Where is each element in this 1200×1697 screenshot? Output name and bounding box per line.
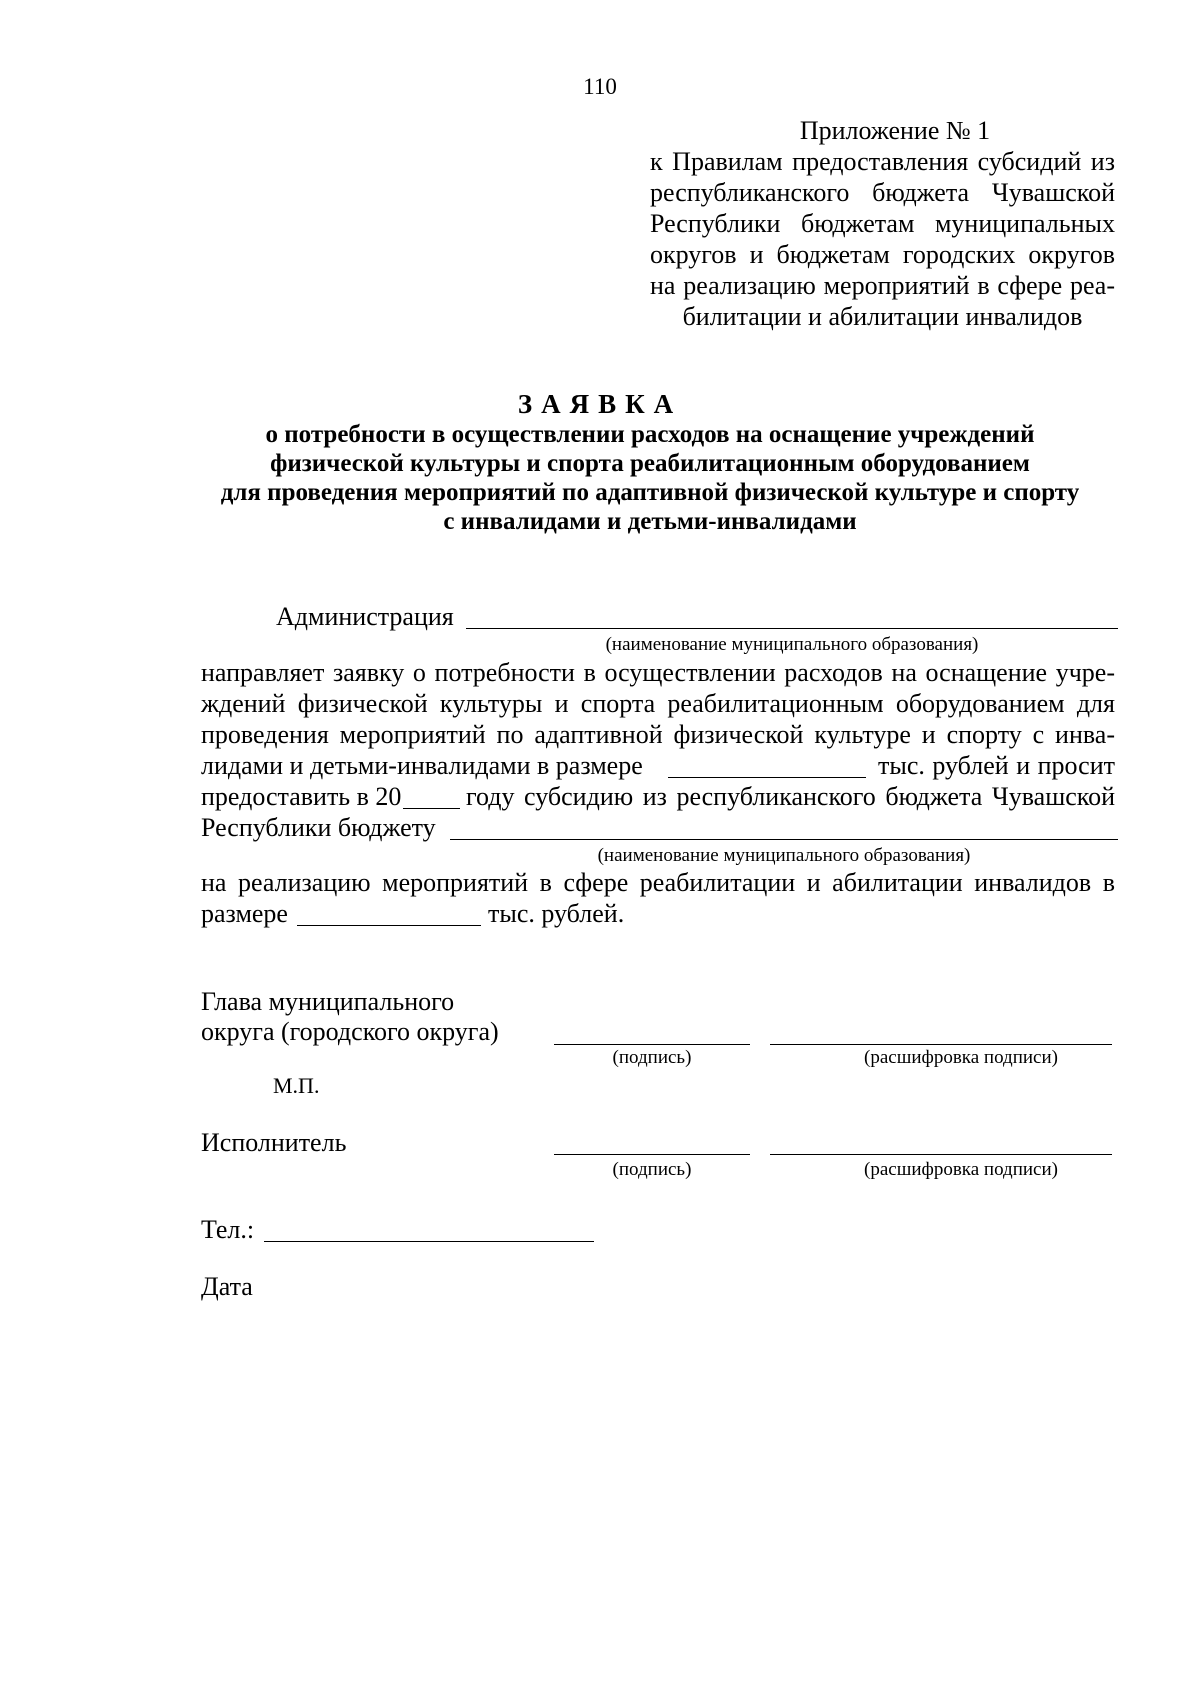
- decoding-caption: (расшифровка подписи): [864, 1047, 1058, 1068]
- appendix-line: на реализацию мероприятий в сфере реа-: [650, 271, 1115, 300]
- subtitle-line: физической культуры и спорта реабилитационным оборудованием: [270, 450, 1030, 477]
- body-line-amount-label: лидами и детьми-инвалидами в размере: [201, 751, 643, 780]
- municipality-caption: (наименование муниципального образования): [597, 845, 971, 866]
- subtitle-line: с инвалидами и детьми-инвалидами: [443, 508, 857, 535]
- phone-label: Тел.:: [201, 1215, 255, 1244]
- appendix-line: билитации и абилитации инвалидов: [682, 302, 1083, 331]
- body-line-budget-label: Республики бюджету: [201, 813, 436, 842]
- body-line-size-label: размере: [201, 899, 288, 928]
- appendix-line: республиканского бюджета Чувашской: [650, 178, 1115, 207]
- body-line: на реализацию мероприятий в сфере реабилитации и абилитации инвалидов в: [201, 868, 1115, 897]
- appendix-line: округов и бюджетам городских округов: [650, 240, 1115, 269]
- document-title: ЗАЯВКА: [517, 389, 683, 419]
- executor-signature-field[interactable]: [554, 1154, 750, 1155]
- subsidy-amount-field[interactable]: [297, 925, 481, 926]
- head-label-line1: Глава муниципального: [201, 987, 455, 1016]
- stamp-label: М.П.: [273, 1073, 320, 1098]
- body-line-size-unit: тыс. рублей.: [488, 899, 625, 928]
- appendix-title: Приложение № 1: [799, 116, 991, 145]
- body-line: направляет заявку о потребности в осуществлении расходов на оснащение учре-: [201, 658, 1115, 687]
- budget-municipality-field[interactable]: [450, 839, 1118, 840]
- body-line: проведения мероприятий по адаптивной физической культуре и спорту с инва-: [201, 720, 1115, 749]
- head-decoding-field[interactable]: [770, 1044, 1112, 1045]
- municipality-caption: (наименование муниципального образования): [605, 634, 979, 655]
- year-field[interactable]: [403, 808, 460, 809]
- head-signature-field[interactable]: [554, 1044, 750, 1045]
- amount-field[interactable]: [668, 777, 866, 778]
- subtitle-line: для проведения мероприятий по адаптивной физической культуре и спорту: [220, 479, 1080, 506]
- phone-field[interactable]: [264, 1241, 594, 1242]
- page-number: 110: [583, 74, 617, 99]
- executor-decoding-field[interactable]: [770, 1154, 1112, 1155]
- body-line-amount-unit: тыс. рублей и просит: [878, 751, 1115, 780]
- appendix-line: Республики бюджетам муниципальных: [650, 209, 1115, 238]
- body-line-subsidy: году субсидию из республиканского бюджета Чувашской: [466, 782, 1115, 811]
- administration-label: Администрация: [276, 602, 454, 631]
- appendix-text: [650, 146, 1115, 332]
- date-label: Дата: [201, 1272, 253, 1301]
- appendix-line: к Правилам предоставления субсидий из: [650, 147, 1115, 176]
- signature-caption: (подпись): [612, 1159, 692, 1180]
- head-label-line2: округа (городского округа): [201, 1017, 499, 1046]
- decoding-caption: (расшифровка подписи): [864, 1159, 1058, 1180]
- body-line-year-label: предоставить в 20: [201, 782, 402, 811]
- subtitle-line: о потребности в осуществлении расходов на оснащение учреждений: [265, 421, 1035, 448]
- document-subtitle: [150, 420, 1150, 536]
- administration-name-field[interactable]: [466, 628, 1118, 629]
- body-line: ждений физической культуры и спорта реабилитационным оборудованием для: [201, 689, 1115, 718]
- signature-caption: (подпись): [612, 1047, 692, 1068]
- executor-label: Исполнитель: [201, 1128, 347, 1157]
